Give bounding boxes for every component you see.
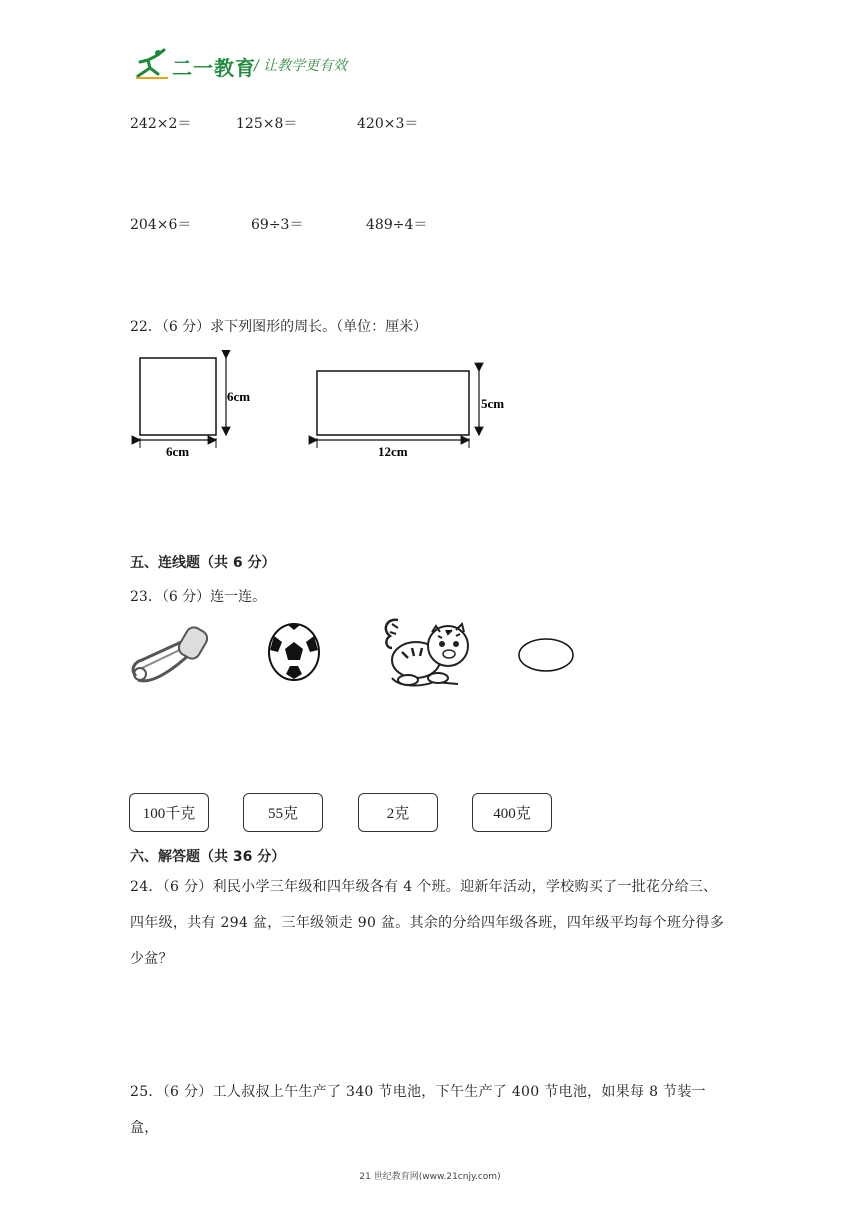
calc-item: 69÷3＝ [251,217,304,233]
perimeter-figures [130,350,510,462]
runner-logo-icon [134,48,174,80]
soccer-ball-icon [266,622,322,682]
weight-box: 2克 [358,793,438,832]
calc-item: 420×3＝ [357,116,419,132]
weight-box: 400克 [472,793,552,832]
rectangle-figure [317,371,504,459]
rect-width-label: 12cm [378,444,408,459]
question-23-title: 23．（6 分）连一连。 [130,589,267,605]
safety-pin-icon [128,624,208,686]
calc-item: 204×6＝ [130,217,192,233]
egg-icon [516,636,576,674]
calc-item: 125×8＝ [236,116,298,132]
slogan: / 让教学更有效 [254,58,348,74]
question-24-text: 24．（6 分）利民小学三年级和四年级各有 4 个班。迎新年活动，学校购买了一批花分给三、四年级，共有 294 盆，三年级领走 90 盆。其余的分给四年级各班，四年级平均每个班分得多少盆？ [130,879,725,967]
page-footer: 21 世纪教育网(www.21cnjy.com) [359,1172,501,1182]
square-height-label: 6cm [227,389,251,404]
rect-height-label: 5cm [481,396,505,411]
question-22-title: 22．（6 分）求下列图形的周长。（单位：厘米） [130,319,428,335]
calc-item: 489÷4＝ [366,217,428,233]
section-5-title: 五、连线题（共 6 分） [130,555,276,571]
square-figure [140,358,250,459]
calc-item: 242×2＝ [130,116,192,132]
question-25-text: 25．（6 分）工人叔叔上午生产了 340 节电池，下午生产了 400 节电池，如果每 8 节装一盒， [130,1084,706,1136]
section-6-title: 六、解答题（共 36 分） [130,849,286,865]
weight-box: 55克 [243,793,323,832]
logo [134,48,174,80]
tiger-icon [378,612,478,690]
square-width-label: 6cm [166,444,190,459]
weight-box: 100千克 [129,793,209,832]
logo-text: 二一教育 [172,56,256,80]
